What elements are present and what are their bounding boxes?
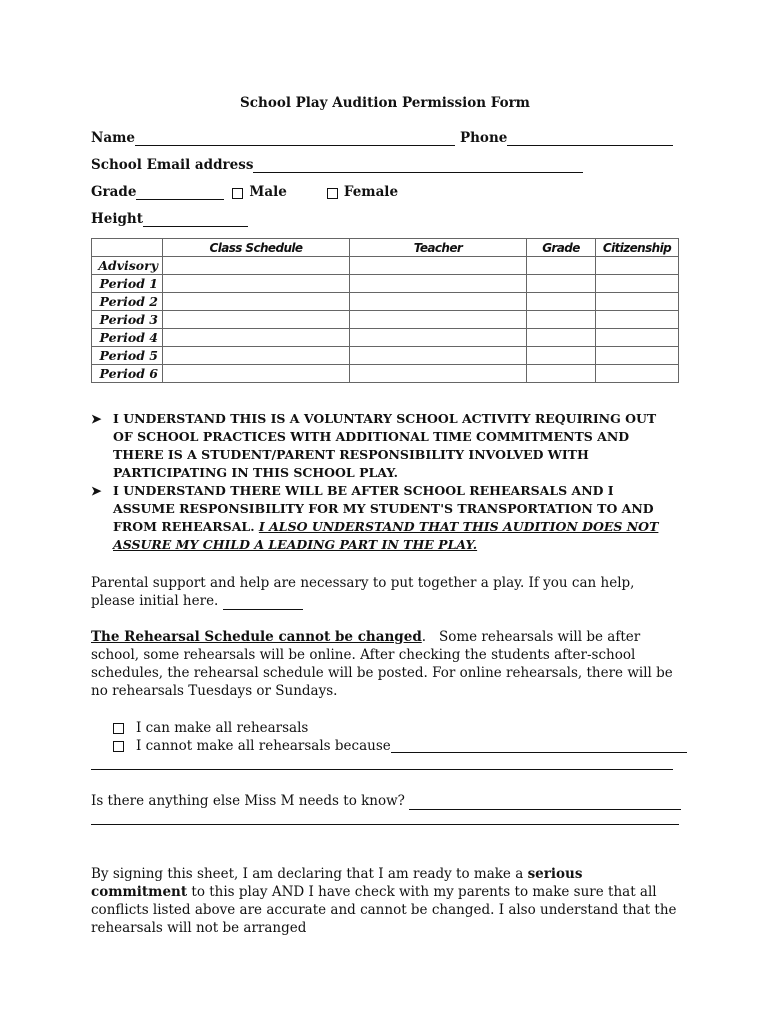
reason-field[interactable] <box>391 740 687 753</box>
cannot-make-all-checkbox[interactable] <box>113 741 124 752</box>
email-field[interactable] <box>253 158 583 173</box>
citizenship-cell[interactable] <box>596 311 679 329</box>
signing-text-bold: serious commitment <box>91 866 583 900</box>
cannot-make-all-option[interactable] <box>113 738 687 754</box>
period-label: Period 4 <box>92 329 163 347</box>
height-row <box>91 211 248 227</box>
teacher-cell[interactable] <box>350 329 527 347</box>
grade-field[interactable] <box>136 185 224 200</box>
signing-text-start: By signing this sheet, I am declaring that I am ready to make a <box>91 866 524 882</box>
table-row <box>92 275 679 293</box>
table-header <box>92 239 163 257</box>
class-cell[interactable] <box>163 257 350 275</box>
grade-cell[interactable] <box>527 257 596 275</box>
arrow-bullet-icon: ➤ <box>91 411 102 426</box>
citizenship-cell[interactable] <box>596 257 679 275</box>
class-cell[interactable] <box>163 293 350 311</box>
class-cell[interactable] <box>163 311 350 329</box>
class-cell[interactable] <box>163 275 350 293</box>
grade-cell[interactable] <box>527 275 596 293</box>
table-header: Grade <box>527 239 596 257</box>
female-label: Female <box>343 184 399 200</box>
form-title: School Play Audition Permission Form <box>240 95 530 111</box>
grade-gender-row <box>91 184 398 200</box>
name-phone-row <box>91 130 673 146</box>
signing-paragraph <box>91 865 681 937</box>
parental-support-paragraph <box>91 574 681 610</box>
class-schedule-table <box>91 238 679 383</box>
period-label: Advisory <box>92 257 163 275</box>
period-label: Period 2 <box>92 293 163 311</box>
class-cell[interactable] <box>163 365 350 383</box>
period-label: Period 5 <box>92 347 163 365</box>
reason-continuation-line[interactable] <box>91 769 673 770</box>
grade-cell[interactable] <box>527 347 596 365</box>
email-row <box>91 157 583 173</box>
height-label: Height <box>91 211 143 227</box>
anything-else-continuation-line[interactable] <box>91 824 679 825</box>
citizenship-cell[interactable] <box>596 347 679 365</box>
citizenship-cell[interactable] <box>596 329 679 347</box>
anything-else-row <box>91 792 681 810</box>
table-row <box>92 293 679 311</box>
male-checkbox[interactable] <box>232 188 243 199</box>
transportation-statement: I UNDERSTAND THERE WILL BE AFTER SCHOOL REHEARSALS AND I ASSUME RESPONSIBILITY FOR MY STUDENT'S TRANSPORTATION TO AND FROM REHEARSAL. <box>113 483 654 534</box>
table-row <box>92 329 679 347</box>
anything-else-field[interactable] <box>409 797 681 810</box>
teacher-cell[interactable] <box>350 257 527 275</box>
height-field[interactable] <box>143 212 248 227</box>
teacher-cell[interactable] <box>350 365 527 383</box>
grade-cell[interactable] <box>527 329 596 347</box>
rehearsal-heading: The Rehearsal Schedule cannot be changed <box>91 629 422 645</box>
list-item <box>91 410 671 482</box>
grade-label: Grade <box>91 184 137 200</box>
list-item <box>91 482 671 554</box>
citizenship-cell[interactable] <box>596 365 679 383</box>
initial-field[interactable] <box>223 597 303 610</box>
table-row <box>92 257 679 275</box>
period-label: Period 3 <box>92 311 163 329</box>
acknowledgement-list <box>91 410 671 554</box>
phone-label: Phone <box>459 130 508 146</box>
table-header-row <box>92 239 679 257</box>
parental-support-text: Parental support and help are necessary to put together a play. If you can help, please initial here. <box>91 575 635 609</box>
period-label: Period 6 <box>92 365 163 383</box>
phone-field[interactable] <box>507 131 673 146</box>
teacher-cell[interactable] <box>350 347 527 365</box>
teacher-cell[interactable] <box>350 311 527 329</box>
name-field[interactable] <box>135 131 455 146</box>
name-label: Name <box>91 130 135 146</box>
email-label: School Email address <box>91 157 254 173</box>
table-row <box>92 365 679 383</box>
rehearsal-paragraph: The Rehearsal Schedule cannot be changed. Some rehearsals will be after school, some rehearsals will be online. After checking the students after-school schedules, the rehearsal schedule will be posted. For online rehearsals, there will be no rehearsals Tuesdays or Sundays. <box>91 629 673 699</box>
citizenship-cell[interactable] <box>596 275 679 293</box>
no-leading-part-statement: I ALSO UNDERSTAND THAT THIS AUDITION DOES NOT ASSURE MY CHILD A LEADING PART IN THE PLAY. <box>113 519 659 552</box>
grade-cell[interactable] <box>527 365 596 383</box>
teacher-cell[interactable] <box>350 275 527 293</box>
period-label: Period 1 <box>92 275 163 293</box>
can-make-all-label: I can make all rehearsals <box>136 720 309 736</box>
arrow-bullet-icon: ➤ <box>91 483 102 498</box>
cannot-make-all-label: I cannot make all rehearsals because <box>136 738 391 754</box>
grade-cell[interactable] <box>527 311 596 329</box>
grade-cell[interactable] <box>527 293 596 311</box>
anything-else-label: Is there anything else Miss M needs to know? <box>91 793 405 809</box>
table-row <box>92 347 679 365</box>
can-make-all-checkbox[interactable] <box>113 723 124 734</box>
class-cell[interactable] <box>163 347 350 365</box>
table-header: Teacher <box>350 239 527 257</box>
rehearsal-text: Some rehearsals will be after school, some rehearsals will be online. After checking the students after-school schedules, the rehearsal schedule will be posted. For online rehearsals, there will be no rehearsals Tuesdays or Sundays. <box>91 629 673 699</box>
voluntary-activity-statement: I UNDERSTAND THIS IS A VOLUNTARY SCHOOL ACTIVITY REQUIRING OUT OF SCHOOL PRACTICES WITH ADDITIONAL TIME COMMITMENTS AND THERE IS A STUDENT/PARENT RESPONSIBILITY INVOLVED WITH PARTICIPATING IN THIS SCHOOL PLAY. <box>113 411 657 480</box>
class-cell[interactable] <box>163 329 350 347</box>
can-make-all-option[interactable] <box>113 720 308 736</box>
female-checkbox[interactable] <box>327 188 338 199</box>
table-header: Citizenship <box>596 239 679 257</box>
signing-text-end: to this play AND I have check with my parents to make sure that all conflicts listed above are accurate and cannot be changed. I also understand that the rehearsals will not be arranged <box>91 884 677 936</box>
male-label: Male <box>249 184 287 200</box>
table-header: Class Schedule <box>163 239 350 257</box>
teacher-cell[interactable] <box>350 293 527 311</box>
table-row <box>92 311 679 329</box>
citizenship-cell[interactable] <box>596 293 679 311</box>
